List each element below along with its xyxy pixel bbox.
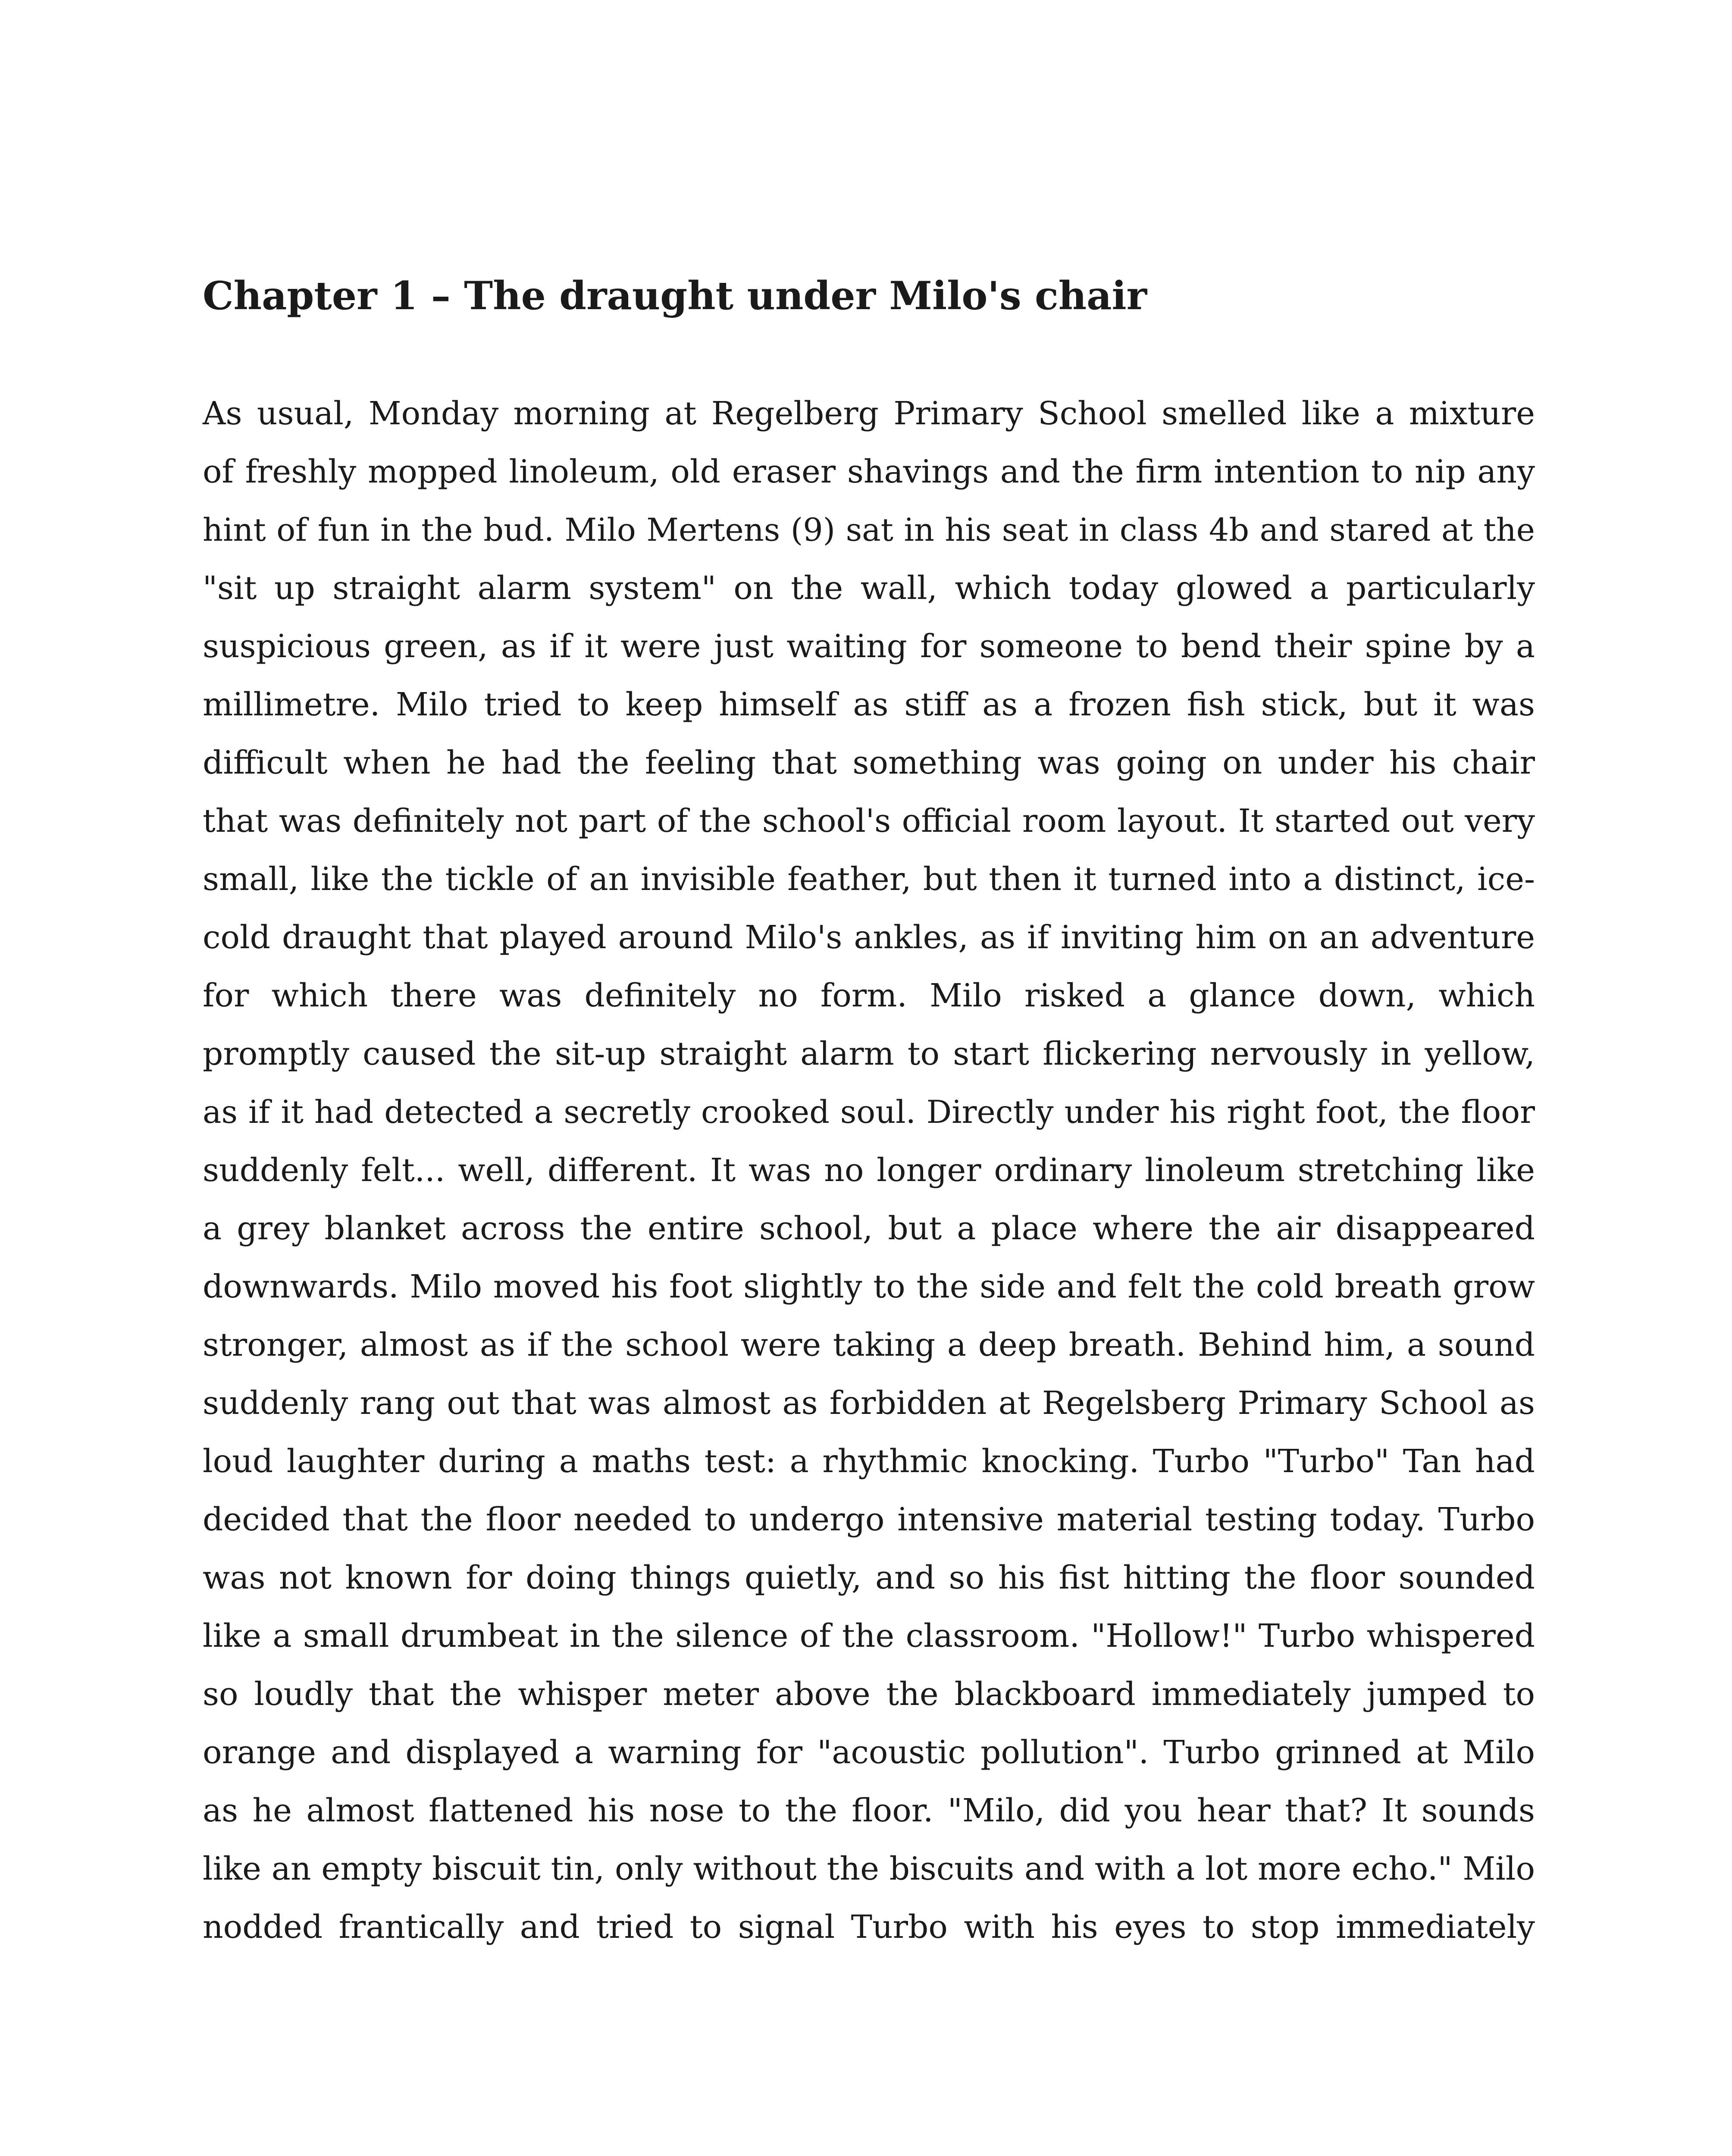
text-line: difficult when he had the feeling that something was going on under his chair <box>203 744 1535 781</box>
text-line: as if it had detected a secretly crooked soul. Directly under his right foot, the floor <box>203 1094 1535 1131</box>
text-line: a grey blanket across the entire school, but a place where the air disappeared <box>203 1210 1535 1247</box>
text-line: nodded frantically and tried to signal Turbo with his eyes to stop immediately <box>203 1908 1535 1946</box>
text-line: was not known for doing things quietly, and so his fist hitting the floor sounded <box>203 1559 1535 1596</box>
text-line: "sit up straight alarm system" on the wall, which today glowed a particularly <box>203 570 1535 607</box>
text-line: suspicious green, as if it were just waiting for someone to bend their spine by a <box>203 628 1535 665</box>
text-line: orange and displayed a warning for "acoustic pollution". Turbo grinned at Milo <box>203 1734 1535 1771</box>
text-line: As usual, Monday morning at Regelberg Primary School smelled like a mixture <box>203 395 1535 432</box>
text-line: like an empty biscuit tin, only without the biscuits and with a lot more echo." Milo <box>203 1850 1535 1887</box>
text-line: hint of fun in the bud. Milo Mertens (9) sat in his seat in class 4b and stared at the <box>203 512 1535 548</box>
text-line: small, like the tickle of an invisible feather, but then it turned into a distinct, ice- <box>203 861 1535 898</box>
text-line: millimetre. Milo tried to keep himself as stiff as a frozen fish stick, but it was <box>203 686 1535 723</box>
body-paragraph <box>203 385 1535 1956</box>
text-line: stronger, almost as if the school were taking a deep breath. Behind him, a sound <box>203 1326 1535 1363</box>
text-line: loud laughter during a maths test: a rhythmic knocking. Turbo "Turbo" Tan had <box>203 1443 1535 1480</box>
text-line: promptly caused the sit-up straight alarm to start flickering nervously in yellow, <box>203 1035 1535 1072</box>
text-line: like a small drumbeat in the silence of the classroom. "Hollow!" Turbo whispered <box>203 1617 1535 1655</box>
text-line: cold draught that played around Milo's ankles, as if inviting him on an adventure <box>203 919 1535 956</box>
text-line: as he almost flattened his nose to the floor. "Milo, did you hear that? It sounds <box>203 1792 1535 1829</box>
text-line: suddenly rang out that was almost as forbidden at Regelsberg Primary School as <box>203 1385 1535 1422</box>
text-line: downwards. Milo moved his foot slightly to the side and felt the cold breath grow <box>203 1268 1535 1305</box>
text-line: that was definitely not part of the school's official room layout. It started out very <box>203 802 1535 840</box>
text-line: for which there was definitely no form. Milo risked a glance down, which <box>203 977 1535 1014</box>
text-line: suddenly felt... well, different. It was no longer ordinary linoleum stretching like <box>203 1152 1535 1189</box>
text-line: so loudly that the whisper meter above the blackboard immediately jumped to <box>203 1676 1535 1713</box>
text-line: decided that the floor needed to undergo intensive material testing today. Turbo <box>203 1501 1535 1538</box>
chapter-title: Chapter 1 – The draught under Milo's chair <box>203 273 1147 319</box>
text-line: of freshly mopped linoleum, old eraser shavings and the firm intention to nip any <box>203 453 1535 490</box>
